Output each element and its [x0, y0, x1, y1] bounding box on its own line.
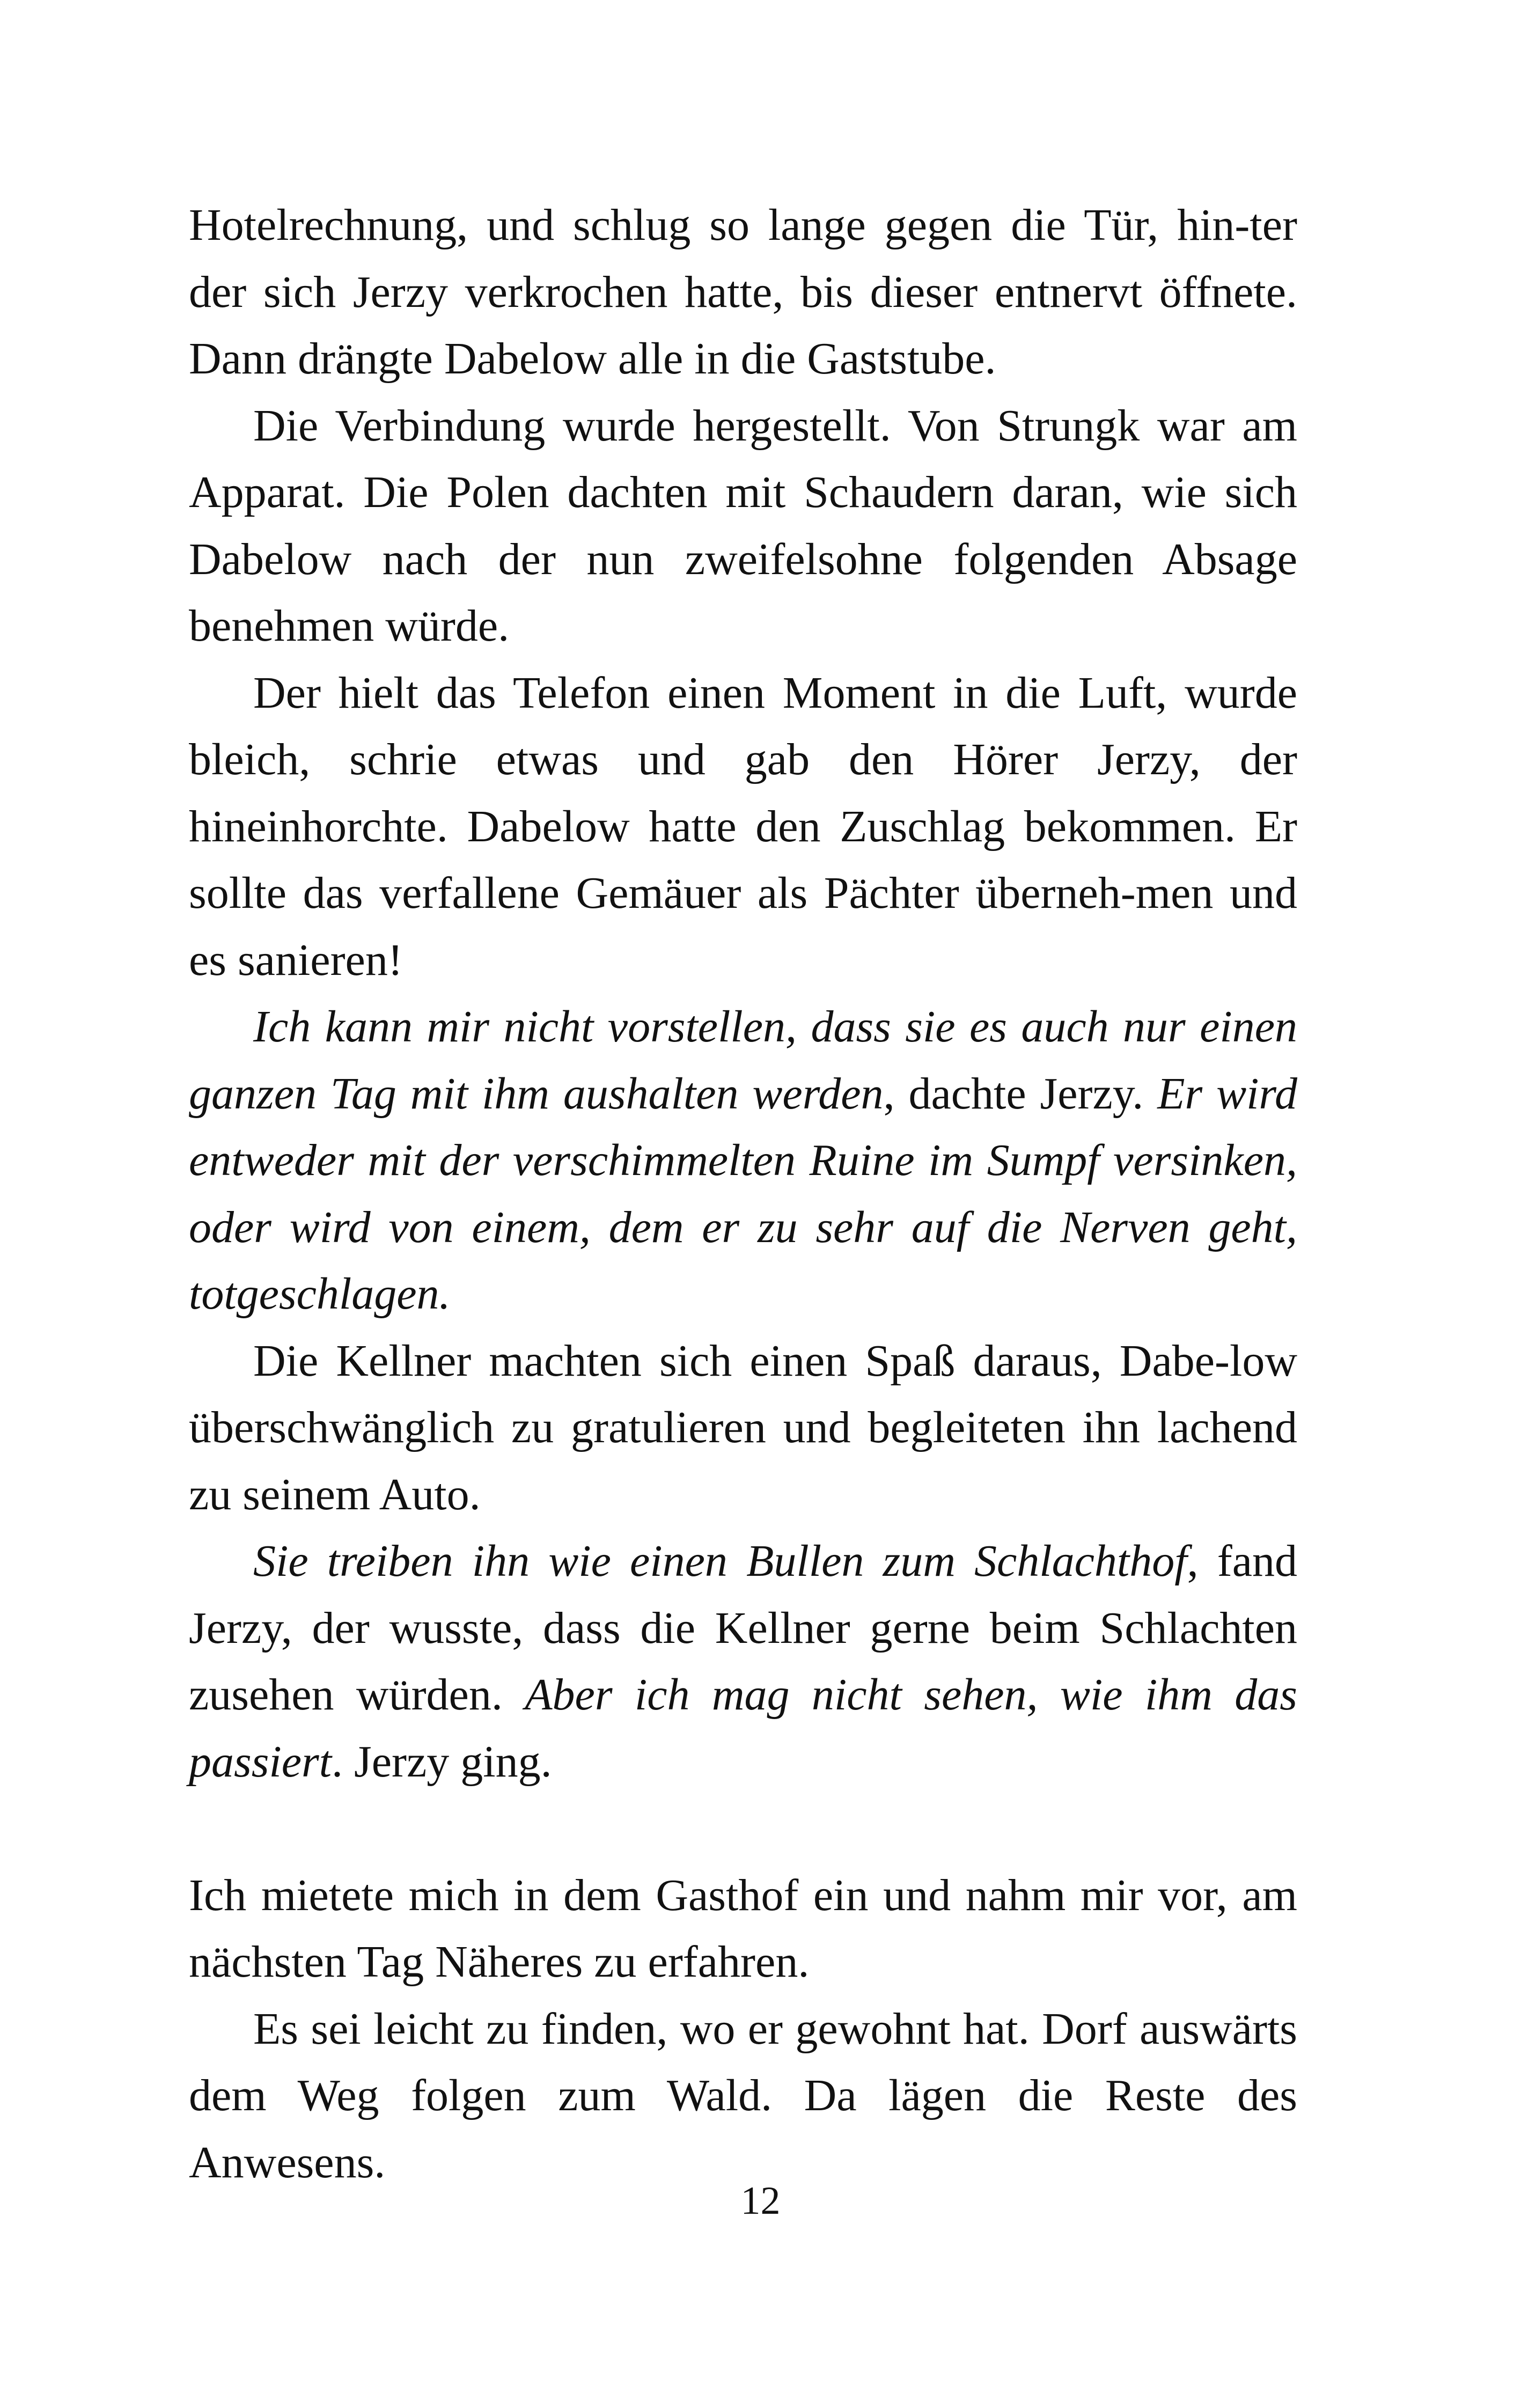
page-number: 12	[740, 2179, 781, 2223]
paragraph	[189, 192, 1297, 393]
paragraph	[189, 1328, 1297, 1529]
italic-text-segment: Aber ich mag nicht sehen, wie ihm das passiert	[189, 1670, 1297, 1787]
page-body-text	[189, 192, 1297, 2196]
paragraph	[189, 994, 1297, 1328]
paragraph	[189, 1996, 1297, 2197]
paragraph	[189, 660, 1297, 994]
text-segment: Die Kellner machten sich einen Spaß daraus, Dabe-low überschwänglich zu gratulieren und begleiteten ihn lachend zu seinem Auto.	[189, 1335, 1297, 1519]
section-break	[189, 1795, 1297, 1862]
paragraph	[189, 1862, 1297, 1996]
paragraph	[189, 1528, 1297, 1795]
text-segment: Es sei leicht zu finden, wo er gewohnt hat. Dorf auswärts dem Weg folgen zum Wald. Da lägen die Reste des Anwesens.	[189, 2003, 1297, 2187]
text-segment: Die Verbindung wurde hergestellt. Von Strungk war am Apparat. Die Polen dachten mit Schaudern daran, wie sich Dabelow nach der nun zweifelsohne folgenden Absage benehmen würde.	[189, 400, 1297, 651]
italic-text-segment: Er wird entweder mit der verschimmelten Ruine im Sumpf versinken, oder wird von einem, dem er zu sehr auf die Nerven geht, totgeschlagen.	[189, 1068, 1298, 1319]
text-segment: . Jerzy ging.	[332, 1736, 552, 1787]
italic-text-segment: Ich kann mir nicht vorstellen, dass sie es auch nur einen ganzen Tag mit ihm aushalten werden	[189, 1002, 1297, 1119]
text-segment: , fand Jerzy, der wusste, dass die Kellner gerne beim Schlachten zusehen würden.	[189, 1536, 1297, 1720]
paragraph	[189, 393, 1297, 660]
text-segment: Hotelrechnung, und schlug so lange gegen die Tür, hin-ter der sich Jerzy verkrochen hatte, bis dieser entnervt öffnete. Dann drängte Dabelow alle in die Gaststube.	[189, 200, 1297, 384]
text-segment: Der hielt das Telefon einen Moment in die Luft, wurde bleich, schrie etwas und gab den Hörer Jerzy, der hineinhorchte. Dabelow hatte den Zuschlag bekommen. Er sollte das verfallene Gemäuer als Pächter überneh-men und es sanieren!	[189, 667, 1297, 985]
text-segment: , dachte Jerzy.	[883, 1068, 1158, 1119]
text-segment: Ich mietete mich in dem Gasthof ein und nahm mir vor, am nächsten Tag Näheres zu erfahren.	[189, 1870, 1297, 1987]
italic-text-segment: Sie treiben ihn wie einen Bullen zum Schlachthof	[253, 1536, 1187, 1586]
